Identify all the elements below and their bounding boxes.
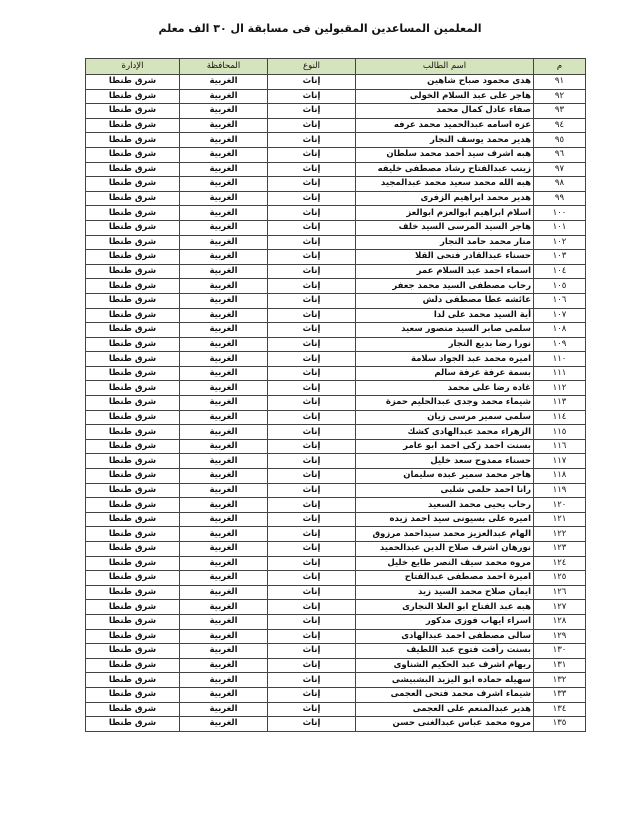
table-row xyxy=(86,191,586,206)
cell-num: ١١٣ xyxy=(534,396,586,411)
cell-num: ١٢٥ xyxy=(534,571,586,586)
cell-governorate: الغربية xyxy=(180,206,268,221)
cell-administration: شرق طنطا xyxy=(86,89,180,104)
cell-name: اسماء احمد عبد السلام عمر xyxy=(356,264,534,279)
cell-governorate: الغربية xyxy=(180,337,268,352)
cell-administration: شرق طنطا xyxy=(86,687,180,702)
cell-gender: إناث xyxy=(268,89,356,104)
cell-num: ١٠٦ xyxy=(534,293,586,308)
table-row xyxy=(86,381,586,396)
cell-governorate: الغربية xyxy=(180,614,268,629)
cell-num: ٩٧ xyxy=(534,162,586,177)
cell-num: ١٢٧ xyxy=(534,600,586,615)
cell-gender: إناث xyxy=(268,600,356,615)
table-header-row xyxy=(86,59,586,75)
cell-gender: إناث xyxy=(268,279,356,294)
cell-name: هبه الله محمد سعيد محمد عبدالمجيد xyxy=(356,177,534,192)
cell-governorate: الغربية xyxy=(180,600,268,615)
table-row xyxy=(86,177,586,192)
cell-governorate: الغربية xyxy=(180,118,268,133)
cell-name: سهيله حماده ابو اليزيد البشبيشى xyxy=(356,673,534,688)
cell-governorate: الغربية xyxy=(180,235,268,250)
cell-name: نورهان اشرف صلاح الدين عبدالحميد xyxy=(356,542,534,557)
cell-name: هدى محمود صباح شاهين xyxy=(356,75,534,90)
cell-governorate: الغربية xyxy=(180,469,268,484)
cell-gender: إناث xyxy=(268,177,356,192)
cell-administration: شرق طنطا xyxy=(86,585,180,600)
cell-governorate: الغربية xyxy=(180,381,268,396)
cell-name: منار محمد حامد النجار xyxy=(356,235,534,250)
cell-governorate: الغربية xyxy=(180,658,268,673)
table-row xyxy=(86,717,586,732)
cell-administration: شرق طنطا xyxy=(86,366,180,381)
cell-gender: إناث xyxy=(268,512,356,527)
cell-num: ١٢١ xyxy=(534,512,586,527)
cell-administration: شرق طنطا xyxy=(86,220,180,235)
cell-num: ٩٢ xyxy=(534,89,586,104)
cell-num: ١٢٤ xyxy=(534,556,586,571)
cell-governorate: الغربية xyxy=(180,191,268,206)
table-row xyxy=(86,614,586,629)
table-row xyxy=(86,89,586,104)
table-row xyxy=(86,104,586,119)
cell-gender: إناث xyxy=(268,469,356,484)
cell-gender: إناث xyxy=(268,483,356,498)
cell-governorate: الغربية xyxy=(180,323,268,338)
cell-name: عزه اسامه عبدالحميد محمد عرفه xyxy=(356,118,534,133)
cell-administration: شرق طنطا xyxy=(86,425,180,440)
cell-administration: شرق طنطا xyxy=(86,206,180,221)
cell-administration: شرق طنطا xyxy=(86,235,180,250)
cell-num: ١١٢ xyxy=(534,381,586,396)
cell-gender: إناث xyxy=(268,396,356,411)
cell-governorate: الغربية xyxy=(180,147,268,162)
table-row xyxy=(86,600,586,615)
table-row xyxy=(86,425,586,440)
table-row xyxy=(86,250,586,265)
cell-num: ١٢٨ xyxy=(534,614,586,629)
cell-gender: إناث xyxy=(268,658,356,673)
table-row xyxy=(86,293,586,308)
cell-gender: إناث xyxy=(268,337,356,352)
cell-administration: شرق طنطا xyxy=(86,600,180,615)
cell-name: هدير محمد يوسف النجار xyxy=(356,133,534,148)
table-row xyxy=(86,162,586,177)
cell-name: اميرة احمد مصطفى عبدالفتاح xyxy=(356,571,534,586)
table-row xyxy=(86,571,586,586)
header-governorate: المحافظة xyxy=(180,59,268,75)
cell-num: ١٢٢ xyxy=(534,527,586,542)
cell-name: هبه اشرف سيد أحمد محمد سلطان xyxy=(356,147,534,162)
cell-governorate: الغربية xyxy=(180,702,268,717)
cell-gender: إناث xyxy=(268,264,356,279)
cell-gender: إناث xyxy=(268,410,356,425)
cell-num: ١٣٥ xyxy=(534,717,586,732)
cell-administration: شرق طنطا xyxy=(86,162,180,177)
cell-administration: شرق طنطا xyxy=(86,308,180,323)
cell-gender: إناث xyxy=(268,702,356,717)
cell-name: حسناء عبدالقادر فتحى القلا xyxy=(356,250,534,265)
cell-num: ٩٥ xyxy=(534,133,586,148)
cell-administration: شرق طنطا xyxy=(86,352,180,367)
cell-governorate: الغربية xyxy=(180,629,268,644)
cell-name: شيماء محمد وجدى عبدالحليم حمزة xyxy=(356,396,534,411)
cell-governorate: الغربية xyxy=(180,133,268,148)
cell-name: اسراء ايهاب فوزى مدكور xyxy=(356,614,534,629)
cell-name: هاجر السيد المرسى السيد خلف xyxy=(356,220,534,235)
cell-name: نورا رضا بديع النجار xyxy=(356,337,534,352)
cell-governorate: الغربية xyxy=(180,177,268,192)
cell-name: سالى مصطفى احمد عبدالهادى xyxy=(356,629,534,644)
cell-governorate: الغربية xyxy=(180,293,268,308)
cell-name: حسناء ممدوح سعد خليل xyxy=(356,454,534,469)
cell-gender: إناث xyxy=(268,687,356,702)
cell-gender: إناث xyxy=(268,75,356,90)
cell-name: سلمى صابر السيد منصور سعيد xyxy=(356,323,534,338)
cell-name: سلمى سمير مرسى زيان xyxy=(356,410,534,425)
cell-num: ١٣٣ xyxy=(534,687,586,702)
cell-gender: إناث xyxy=(268,250,356,265)
cell-name: ريهام اشرف عبد الحكيم الشناوى xyxy=(356,658,534,673)
cell-name: هدير عبدالمنعم على العجمى xyxy=(356,702,534,717)
cell-num: ١٠٩ xyxy=(534,337,586,352)
table-row xyxy=(86,337,586,352)
cell-num: ١٣٢ xyxy=(534,673,586,688)
cell-gender: إناث xyxy=(268,556,356,571)
table-row xyxy=(86,308,586,323)
cell-administration: شرق طنطا xyxy=(86,118,180,133)
cell-administration: شرق طنطا xyxy=(86,527,180,542)
cell-administration: شرق طنطا xyxy=(86,250,180,265)
cell-num: ١٠١ xyxy=(534,220,586,235)
cell-gender: إناث xyxy=(268,352,356,367)
cell-gender: إناث xyxy=(268,717,356,732)
cell-name: الزهراء محمد عبدالهادى كشك xyxy=(356,425,534,440)
table-row xyxy=(86,75,586,90)
cell-gender: إناث xyxy=(268,673,356,688)
cell-governorate: الغربية xyxy=(180,396,268,411)
cell-administration: شرق طنطا xyxy=(86,337,180,352)
cell-gender: إناث xyxy=(268,439,356,454)
table-row xyxy=(86,396,586,411)
cell-num: ٩١ xyxy=(534,75,586,90)
cell-administration: شرق طنطا xyxy=(86,556,180,571)
cell-name: ايمان صلاح محمد السيد زيد xyxy=(356,585,534,600)
table-row xyxy=(86,410,586,425)
cell-gender: إناث xyxy=(268,498,356,513)
cell-name: اسلام ابراهيم ابوالعزم ابوالعز xyxy=(356,206,534,221)
cell-governorate: الغربية xyxy=(180,483,268,498)
cell-governorate: الغربية xyxy=(180,556,268,571)
cell-name: اميره على بسيونى سيد احمد زيده xyxy=(356,512,534,527)
cell-administration: شرق طنطا xyxy=(86,498,180,513)
cell-gender: إناث xyxy=(268,323,356,338)
cell-administration: شرق طنطا xyxy=(86,469,180,484)
cell-gender: إناث xyxy=(268,366,356,381)
cell-num: ١٢٠ xyxy=(534,498,586,513)
cell-gender: إناث xyxy=(268,425,356,440)
cell-name: هدير محمد ابراهيم الزفرى xyxy=(356,191,534,206)
cell-num: ١١١ xyxy=(534,366,586,381)
cell-administration: شرق طنطا xyxy=(86,658,180,673)
cell-num: ١٢٩ xyxy=(534,629,586,644)
cell-governorate: الغربية xyxy=(180,687,268,702)
cell-gender: إناث xyxy=(268,585,356,600)
cell-num: ١٠٤ xyxy=(534,264,586,279)
cell-gender: إناث xyxy=(268,629,356,644)
table-row xyxy=(86,118,586,133)
cell-administration: شرق طنطا xyxy=(86,673,180,688)
cell-name: مروه محمد عباس عبدالغنى حسن xyxy=(356,717,534,732)
accepted-teachers-table xyxy=(85,58,586,732)
table-row xyxy=(86,483,586,498)
cell-num: ١٣١ xyxy=(534,658,586,673)
table-row xyxy=(86,542,586,557)
table-row xyxy=(86,687,586,702)
cell-governorate: الغربية xyxy=(180,527,268,542)
cell-num: ١٠٨ xyxy=(534,323,586,338)
table-row xyxy=(86,439,586,454)
table-row xyxy=(86,644,586,659)
cell-num: ١٠٢ xyxy=(534,235,586,250)
cell-administration: شرق طنطا xyxy=(86,396,180,411)
cell-name: صفاء عادل كمال محمد xyxy=(356,104,534,119)
cell-governorate: الغربية xyxy=(180,571,268,586)
cell-num: ٩٦ xyxy=(534,147,586,162)
cell-governorate: الغربية xyxy=(180,454,268,469)
cell-num: ١٠٠ xyxy=(534,206,586,221)
page-title: المعلمين المساعدين المقبولين فى مسابقة ال ٣٠ الف معلم xyxy=(158,22,482,35)
cell-gender: إناث xyxy=(268,542,356,557)
cell-administration: شرق طنطا xyxy=(86,702,180,717)
cell-administration: شرق طنطا xyxy=(86,454,180,469)
cell-governorate: الغربية xyxy=(180,352,268,367)
cell-name: هبه عبد الفتاح ابو العلا النجارى xyxy=(356,600,534,615)
cell-administration: شرق طنطا xyxy=(86,133,180,148)
cell-gender: إناث xyxy=(268,293,356,308)
cell-administration: شرق طنطا xyxy=(86,75,180,90)
cell-gender: إناث xyxy=(268,191,356,206)
table-row xyxy=(86,469,586,484)
cell-gender: إناث xyxy=(268,308,356,323)
cell-administration: شرق طنطا xyxy=(86,542,180,557)
table-row xyxy=(86,264,586,279)
cell-governorate: الغربية xyxy=(180,279,268,294)
table-row xyxy=(86,658,586,673)
cell-name: زينب عبدالفتاح رشاد مصطفى خليفه xyxy=(356,162,534,177)
cell-administration: شرق طنطا xyxy=(86,644,180,659)
cell-num: ١٣٠ xyxy=(534,644,586,659)
cell-administration: شرق طنطا xyxy=(86,177,180,192)
table-row xyxy=(86,366,586,381)
cell-administration: شرق طنطا xyxy=(86,410,180,425)
cell-name: اميره محمد عبد الجواد سلامة xyxy=(356,352,534,367)
cell-gender: إناث xyxy=(268,220,356,235)
cell-name: بسنت رأفت فتوح عبد اللطيف xyxy=(356,644,534,659)
cell-num: ١١٩ xyxy=(534,483,586,498)
cell-name: رانا احمد حلمى شلبى xyxy=(356,483,534,498)
cell-gender: إناث xyxy=(268,527,356,542)
table-row xyxy=(86,585,586,600)
cell-name: أية السيد محمد على لدا xyxy=(356,308,534,323)
cell-name: هاجر محمد سمير عبده سليمان xyxy=(356,469,534,484)
cell-name: مروه محمد سيف النصر طايع خليل xyxy=(356,556,534,571)
cell-num: ١٠٥ xyxy=(534,279,586,294)
cell-governorate: الغربية xyxy=(180,717,268,732)
cell-name: بسمة عرفة عرفة سالم xyxy=(356,366,534,381)
cell-administration: شرق طنطا xyxy=(86,483,180,498)
cell-gender: إناث xyxy=(268,235,356,250)
cell-gender: إناث xyxy=(268,162,356,177)
cell-administration: شرق طنطا xyxy=(86,717,180,732)
table-row xyxy=(86,556,586,571)
cell-governorate: الغربية xyxy=(180,512,268,527)
cell-governorate: الغربية xyxy=(180,410,268,425)
cell-governorate: الغربية xyxy=(180,542,268,557)
table-row xyxy=(86,147,586,162)
cell-num: ٩٤ xyxy=(534,118,586,133)
cell-name: الهام عبدالعزيز محمد سيداحمد مرزوق xyxy=(356,527,534,542)
cell-name: هاجر على عبد السلام الخولى xyxy=(356,89,534,104)
cell-name: عائشه عطا مصطفى دلش xyxy=(356,293,534,308)
cell-gender: إناث xyxy=(268,644,356,659)
cell-administration: شرق طنطا xyxy=(86,191,180,206)
cell-gender: إناث xyxy=(268,104,356,119)
cell-governorate: الغربية xyxy=(180,644,268,659)
table-row xyxy=(86,527,586,542)
header-gender: النوع xyxy=(268,59,356,75)
cell-governorate: الغربية xyxy=(180,673,268,688)
cell-num: ١١٧ xyxy=(534,454,586,469)
cell-num: ١١٤ xyxy=(534,410,586,425)
cell-administration: شرق طنطا xyxy=(86,629,180,644)
cell-name: رحاب مصطفى السيد محمد جعفر xyxy=(356,279,534,294)
cell-num: ١٢٦ xyxy=(534,585,586,600)
cell-gender: إناث xyxy=(268,118,356,133)
cell-governorate: الغربية xyxy=(180,104,268,119)
cell-num: ١٣٤ xyxy=(534,702,586,717)
cell-num: ١١٨ xyxy=(534,469,586,484)
table-row xyxy=(86,235,586,250)
cell-name: بسنت احمد زكى احمد ابو عامر xyxy=(356,439,534,454)
cell-administration: شرق طنطا xyxy=(86,279,180,294)
cell-administration: شرق طنطا xyxy=(86,381,180,396)
cell-num: ١٠٧ xyxy=(534,308,586,323)
table-row xyxy=(86,206,586,221)
cell-name: شيماء اشرف محمد فتحى العجمى xyxy=(356,687,534,702)
cell-governorate: الغربية xyxy=(180,439,268,454)
cell-num: ١١٥ xyxy=(534,425,586,440)
cell-gender: إناث xyxy=(268,206,356,221)
cell-gender: إناث xyxy=(268,571,356,586)
cell-administration: شرق طنطا xyxy=(86,439,180,454)
cell-gender: إناث xyxy=(268,614,356,629)
cell-governorate: الغربية xyxy=(180,308,268,323)
cell-gender: إناث xyxy=(268,133,356,148)
cell-administration: شرق طنطا xyxy=(86,323,180,338)
table-row xyxy=(86,512,586,527)
header-num: م xyxy=(534,59,586,75)
cell-administration: شرق طنطا xyxy=(86,264,180,279)
cell-administration: شرق طنطا xyxy=(86,293,180,308)
cell-name: غاده رضا على محمد xyxy=(356,381,534,396)
cell-num: ٩٨ xyxy=(534,177,586,192)
cell-governorate: الغربية xyxy=(180,264,268,279)
table-row xyxy=(86,323,586,338)
table-row xyxy=(86,352,586,367)
cell-num: ١١٦ xyxy=(534,439,586,454)
cell-num: ١٠٣ xyxy=(534,250,586,265)
cell-governorate: الغربية xyxy=(180,366,268,381)
table-body xyxy=(86,75,586,732)
cell-governorate: الغربية xyxy=(180,75,268,90)
table-row xyxy=(86,133,586,148)
cell-governorate: الغربية xyxy=(180,250,268,265)
cell-num: ١٢٣ xyxy=(534,542,586,557)
cell-gender: إناث xyxy=(268,381,356,396)
cell-administration: شرق طنطا xyxy=(86,147,180,162)
cell-governorate: الغربية xyxy=(180,162,268,177)
cell-administration: شرق طنطا xyxy=(86,614,180,629)
table-row xyxy=(86,220,586,235)
cell-num: ٩٣ xyxy=(534,104,586,119)
cell-administration: شرق طنطا xyxy=(86,104,180,119)
header-administration: الإدارة xyxy=(86,59,180,75)
cell-governorate: الغربية xyxy=(180,585,268,600)
cell-governorate: الغربية xyxy=(180,425,268,440)
table-row xyxy=(86,702,586,717)
cell-gender: إناث xyxy=(268,147,356,162)
cell-governorate: الغربية xyxy=(180,498,268,513)
cell-governorate: الغربية xyxy=(180,220,268,235)
cell-num: ١١٠ xyxy=(534,352,586,367)
cell-gender: إناث xyxy=(268,454,356,469)
table-row xyxy=(86,454,586,469)
table-row xyxy=(86,629,586,644)
cell-administration: شرق طنطا xyxy=(86,571,180,586)
table-row xyxy=(86,498,586,513)
cell-governorate: الغربية xyxy=(180,89,268,104)
cell-name: رحاب يحيى محمد السعيد xyxy=(356,498,534,513)
table-row xyxy=(86,279,586,294)
header-name: اسم الطالب xyxy=(356,59,534,75)
cell-administration: شرق طنطا xyxy=(86,512,180,527)
cell-num: ٩٩ xyxy=(534,191,586,206)
table-row xyxy=(86,673,586,688)
